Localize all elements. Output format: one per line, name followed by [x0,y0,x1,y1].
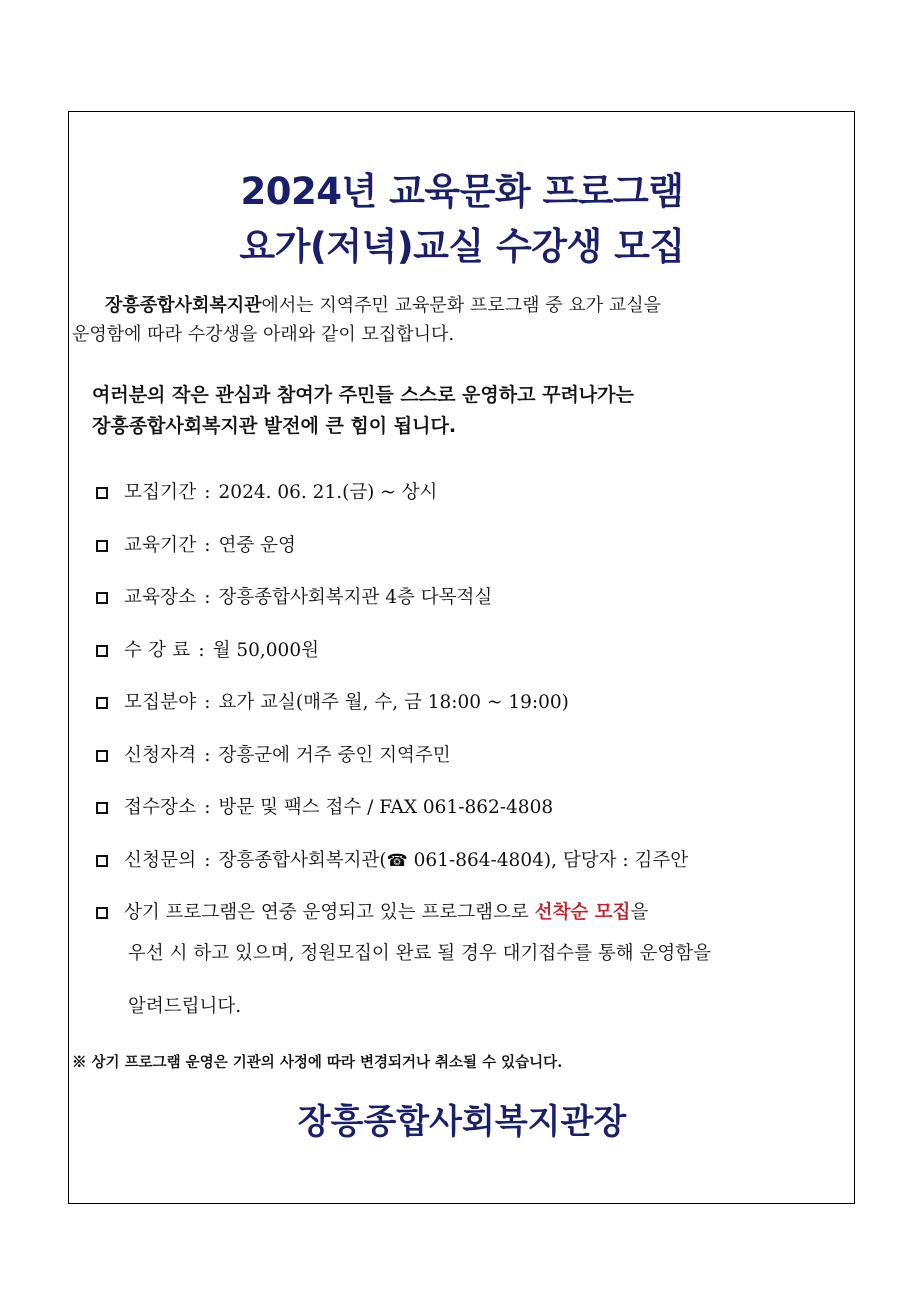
item-value: 장흥종합사회복지관 4층 다목적실 [218,587,493,608]
info-list [96,478,856,1022]
item-label: 교육장소 [124,587,197,608]
checkbox-icon [96,855,108,867]
info-item-eligibility [96,741,856,794]
item-label: 모집분야 [124,692,197,713]
closing-text-before: 상기 프로그램은 연중 운영되고 있는 프로그램으로 [124,902,535,923]
intro-line-2: 운영함에 따라 수강생을 아래와 같이 모집합니다. [72,324,455,345]
first-come-highlight: 선착순 모집 [534,902,631,923]
item-separator: : [198,639,205,661]
notice-line-1: 여러분의 작은 관심과 참여가 주민들 스스로 운영하고 꾸려나가는 [92,384,634,406]
info-item-closing [96,898,856,1022]
info-item-education-period [96,531,856,584]
closing-line-3: 알려드립니다. [128,995,242,1017]
info-item-location [96,583,856,636]
item-separator: : [204,482,211,503]
item-value: 방문 및 팩스 접수 / FAX 061-862-4808 [218,797,554,818]
item-separator: : [204,534,211,556]
intro-line-1-rest: 에서는 지역주민 교육문화 프로그램 중 요가 교실을 [261,295,661,316]
item-value-suffix: 061-864-4804), 담당자 : 김주안 [407,849,689,871]
checkbox-icon [96,907,108,919]
checkbox-icon [96,750,108,762]
item-value: 연중 운영 [218,534,296,556]
title-line-2: 요가(저녁)교실 수강생 모집 [239,225,685,268]
notice-paragraph [92,380,852,442]
item-separator: : [204,587,211,608]
checkbox-icon [96,487,108,499]
item-label: 신청문의 [124,849,197,871]
intro-line-1 [72,291,858,320]
closing-text-after: 을 [630,902,649,923]
item-value-prefix: 장흥종합사회복지관( [218,849,387,871]
info-item-recruit-period [96,478,856,531]
item-separator: : [204,744,211,766]
checkbox-icon [96,697,108,709]
closing-line-2: 우선 시 하고 있으며, 정원모집이 완료 될 경우 대기접수를 통해 운영함을 [128,943,711,964]
checkbox-icon [96,592,108,604]
intro-paragraph [72,291,858,349]
info-item-inquiry [96,846,856,899]
checkbox-icon [96,540,108,552]
item-label: 모집기간 [124,482,197,503]
item-value: 요가 교실(매주 월, 수, 금 18:00 ~ 19:00) [218,692,569,713]
info-item-fee [96,636,856,689]
org-name: 장흥종합사회복지관 [105,295,262,316]
info-item-field [96,688,856,741]
item-separator: : [204,797,211,818]
item-label: 수 강 료 [124,639,191,661]
item-value: 2024. 06. 21.(금) ~ 상시 [218,482,438,503]
checkbox-icon [96,802,108,814]
item-label: 교육기간 [124,534,197,556]
checkbox-icon [96,645,108,657]
item-label: 신청자격 [124,744,197,766]
title-line-1: 2024년 교육문화 프로그램 [240,170,684,213]
item-label: 접수장소 [124,797,197,818]
footnote: ※ 상기 프로그램 운영은 기관의 사정에 따라 변경되거나 취소될 수 있습니다. [72,1054,563,1071]
item-separator: : [204,849,211,871]
item-value: 장흥군에 거주 중인 지역주민 [218,744,451,766]
info-item-application-place [96,793,856,846]
item-separator: : [204,692,211,713]
signature: 장흥종합사회복지관장 [297,1102,627,1142]
item-value: 월 50,000원 [212,639,319,661]
notice-line-2: 장흥종합사회복지관 발전에 큰 힘이 됩니다. [92,415,457,437]
phone-icon: ☎ [386,850,408,871]
